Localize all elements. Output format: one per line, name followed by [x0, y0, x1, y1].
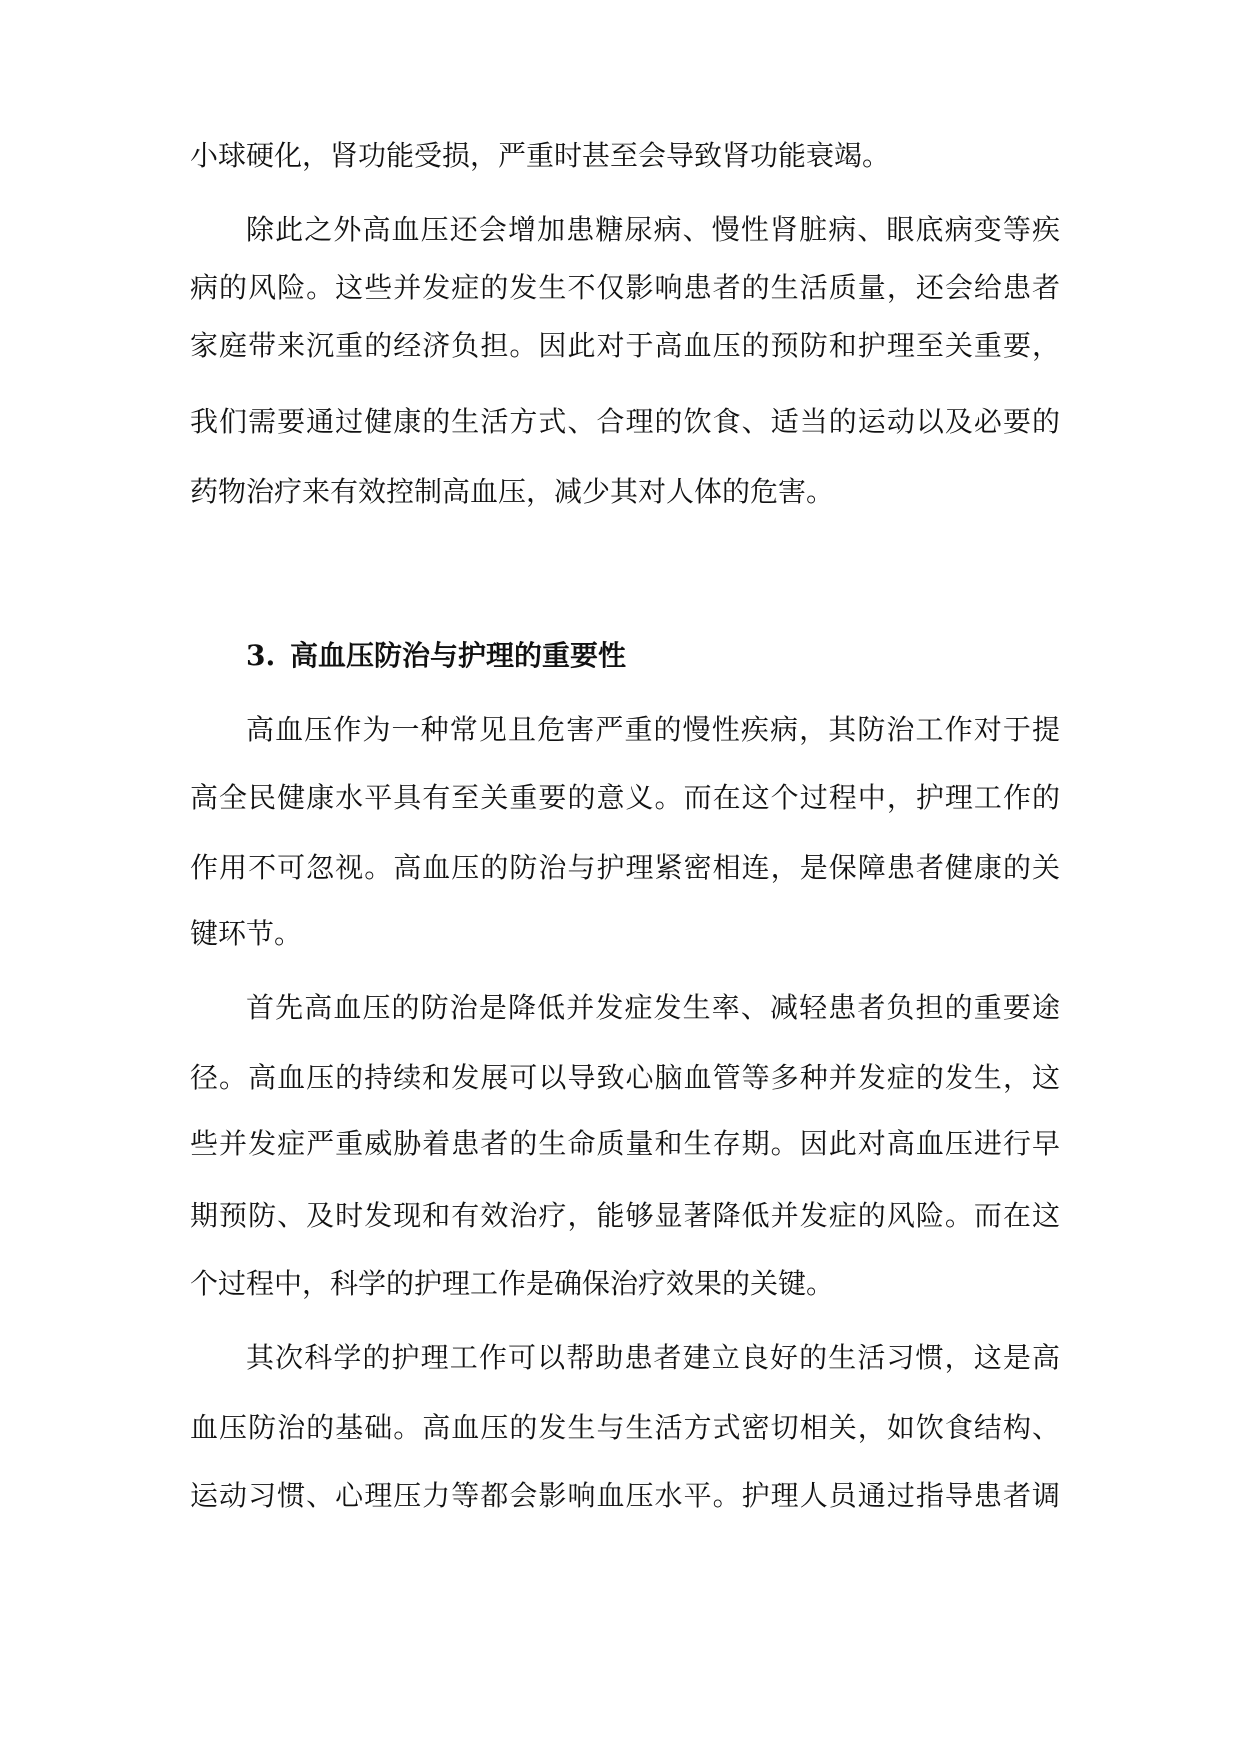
section-number: 3. — [246, 639, 276, 672]
paragraph-line: 血压防治的基础。高血压的发生与生活方式密切相关，如饮食结构、 — [190, 1411, 1060, 1444]
paragraph-line: 个过程中，科学的护理工作是确保治疗效果的关键。 — [190, 1267, 835, 1300]
paragraph-line: 小球硬化，肾功能受损，严重时甚至会导致肾功能衰竭。 — [190, 139, 891, 172]
section-title: 高血压防治与护理的重要性 — [290, 639, 627, 672]
paragraph-line: 高血压作为一种常见且危害严重的慢性疾病，其防治工作对于提 — [246, 713, 1060, 746]
paragraph-line: 除此之外高血压还会增加患糖尿病、慢性肾脏病、眼底病变等疾 — [246, 213, 1060, 246]
section-heading — [246, 636, 626, 676]
paragraph-line: 些并发症严重威胁着患者的生命质量和生存期。因此对高血压进行早 — [190, 1127, 1060, 1160]
paragraph-line: 键环节。 — [190, 917, 303, 950]
paragraph-line: 药物治疗来有效控制高血压，减少其对人体的危害。 — [190, 475, 835, 508]
paragraph-line: 我们需要通过健康的生活方式、合理的饮食、适当的运动以及必要的 — [190, 405, 1060, 438]
paragraph-line: 期预防、及时发现和有效治疗，能够显著降低并发症的风险。而在这 — [190, 1199, 1060, 1232]
paragraph-line: 高全民健康水平具有至关重要的意义。而在这个过程中，护理工作的 — [190, 781, 1060, 814]
paragraph-line: 径。高血压的持续和发展可以导致心脑血管等多种并发症的发生，这 — [190, 1061, 1060, 1094]
paragraph-line: 病的风险。这些并发症的发生不仅影响患者的生活质量，还会给患者 — [190, 271, 1060, 304]
paragraph-line: 家庭带来沉重的经济负担。因此对于高血压的预防和护理至关重要， — [190, 329, 1060, 362]
paragraph-line: 运动习惯、心理压力等都会影响血压水平。护理人员通过指导患者调 — [190, 1479, 1060, 1512]
paragraph-line: 首先高血压的防治是降低并发症发生率、减轻患者负担的重要途 — [246, 991, 1060, 1024]
paragraph-line: 其次科学的护理工作可以帮助患者建立良好的生活习惯，这是高 — [246, 1341, 1060, 1374]
paragraph-line: 作用不可忽视。高血压的防治与护理紧密相连，是保障患者健康的关 — [190, 851, 1060, 884]
